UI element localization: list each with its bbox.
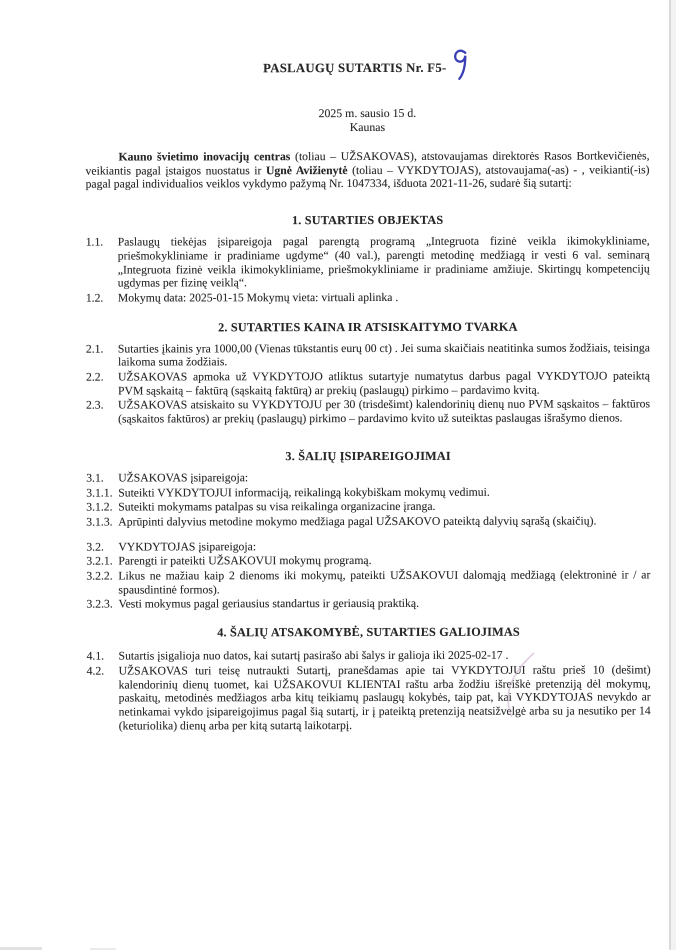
item-number: 4.2. [86,664,105,678]
list-item [87,649,651,664]
item-number: 3.1. [86,471,104,485]
item-number: 2.2. [85,370,104,384]
item-text: Suteikti mokymams patalpas su visa reikalinga organizacine įranga. [118,500,436,514]
section-1-items [86,235,650,306]
contract-date: 2025 m. sausio 15 d. [318,105,417,121]
item-number: 2.1. [85,342,104,356]
list-item [86,369,650,398]
item-number: 2.3. [86,398,104,413]
section-1-heading: 1. SUTARTIES OBJEKTAS [291,212,444,228]
item-text: Mokymų data: 2025-01-15 Mokymų vieta: virtuali aplinka . [117,290,399,305]
list-item [86,514,650,529]
handwritten-contract-number [451,48,471,86]
item-text: Suteikti VYKDYTOJUI informaciją, reikalingą kokybiškam mokymų vedimui. [118,485,490,500]
item-text: Parengti ir pateikti UŽSAKOVUI mokymų programą. [118,554,372,568]
list-item [86,568,650,597]
item-text: VYKDYTOJAS įsipareigoja: [118,539,257,554]
client-name: Kauno švietimo inovacijų centras [118,150,291,164]
section-4-heading: 4. ŠALIŲ ATSAKOMYBĖ, SUTARTIES GALIOJIMAS [217,624,520,640]
list-item [86,398,650,427]
section-2-items [86,341,650,426]
item-number: 4.1. [86,649,105,663]
item-number: 3.1.3. [86,515,113,529]
intro-text-1: (toliau – UŽSAKOVAS), atstovaujamas direktorės Rasos Bortkevičienės, veikiantis pagal įstaigos nuostatus ir [85,149,650,178]
contractor-name: Ugnė Avižienytė [265,163,348,177]
item-number: 3.2.2. [86,569,113,583]
list-item [86,539,650,554]
item-text: Likus ne mažiau kaip 2 dienoms iki mokymų, pateikti UŽSAKOVUI dalomąją medžiagą (elektroninė ir / ar spausdintinė formos). [118,568,651,597]
item-text: UŽSAKOVAS atsiskaito su VYKDYTOJU per 30 (trisdešimt) kalendorinių dienų nuo PVM sąskaitos – faktūros (sąskaitos faktūros) ar prekių (paslaugų) pirkimo – pardavimo kvito už suteiktas paslaugas išrašymo dienos. [118,397,651,426]
item-text: Paslaugų tiekėjas įsipareigoja pagal parengtą programą „Integruota fizinė veikla ikimokykliniame, priešmokykliniame ir pradiniame ugdyme“ (40 val.), parengti metodinę medžiagą ir vesti 6 val. seminarą „Integruota fizinė veikla ikimokykliniame, priešmokykliniame ir pradiniame amžiuje. Skirtingų kompetencijų ugdymas per fizinę veiklą“. [117,234,650,290]
section-2-heading: 2. SUTARTIES KAINA IR ATSISKAITYMO TVARKA [218,319,518,334]
item-number: 1.2. [85,291,104,305]
list-item [86,290,650,305]
item-number: 1.1. [85,235,104,249]
item-text: Vesti mokymus pagal geriausius standartus ir geriausią praktiką. [118,597,420,611]
list-item [86,500,650,515]
contract-document [85,47,650,734]
document-title-text: PASLAUGŲ SUTARTIS Nr. F5- [263,60,447,76]
item-text: UŽSAKOVAS apmoka už VYKDYTOJO atliktus sutartyje numatytus darbus pagal VYKDYTOJO pateiktą PVM sąskaitą – faktūrą (sąskaitą faktūrą) ar prekių (paslaugų) pirkimo – pardavimo kvitą. [117,369,650,398]
document-title [85,47,649,86]
item-text: Aprūpinti dalyvius metodine mokymo medžiaga pagal UŽSAKOVO pateiktą dalyvių sąrašą (skaičių). [118,514,597,529]
item-text: Sutartis įsigalioja nuo datos, kai sutartį pasirašo abi šalys ir galioja iki 2025-02-17 . [118,648,509,663]
list-item [86,341,650,370]
intro-text-2: (toliau – VYKDYTOJAS), atstovaujama(-as) - , veikianti(-is) pagal pagal individualios veiklos vykdymo pažymą Nr. 1047334, išduota 2021-11-26, sudarė šią sutartį: [85,163,650,191]
item-text: UŽSAKOVAS turi teisę nutraukti Sutartį, pranešdamas apie tai VYKDYTOJUI raštu prieš 10 (dešimt) kalendorinių dienų tuomet, kai UŽSAKOVUI KLIENTAI raštu arba žodžiu išreiškė pretenziją dėl mokymų, paskaitų, metodinės medžiagos arba kitų teikiamų paslaugų kokybės, taip pat, kai VYKDYTOJAS nevykdo ar netinkamai vykdo įsipareigojimus pagal šią sutartį, ir į pateiktą pretenziją neatsižvelgė arba su ja nesutiko per 14 (keturiolika) dienų arba per kitą sutartą laikotarpį. [118,663,651,733]
item-number: 3.1.1. [86,486,113,500]
item-number: 3.2.1. [86,554,113,568]
list-item [86,470,650,485]
item-number: 3.2. [86,540,104,554]
list-item [86,554,650,569]
item-text: UŽSAKOVAS įsipareigoja: [118,471,249,485]
item-text: Sutarties įkainis yra 1000,00 (Vienas tūkstantis eurų 00 ct) . Jei suma skaičiais neatitinka sumos žodžiais, teisinga laikoma suma žodžiais. [117,341,650,369]
list-item [86,597,650,612]
section-3-items [86,470,650,612]
list-item [86,235,650,291]
item-number: 3.2.3. [86,598,113,612]
contract-city: Kaunas [349,119,386,135]
section-3-heading: 3. ŠALIŲ ĮSIPAREIGOJIMAI [285,448,451,464]
faint-stamp-edge-mark [490,645,540,725]
list-item [86,485,650,500]
section-4-items [87,649,651,733]
item-number: 3.1.2. [86,500,113,514]
intro-paragraph [85,149,649,191]
handwritten-nine-ink [451,48,471,82]
list-item [87,663,651,733]
scan-edge-band [671,0,676,950]
